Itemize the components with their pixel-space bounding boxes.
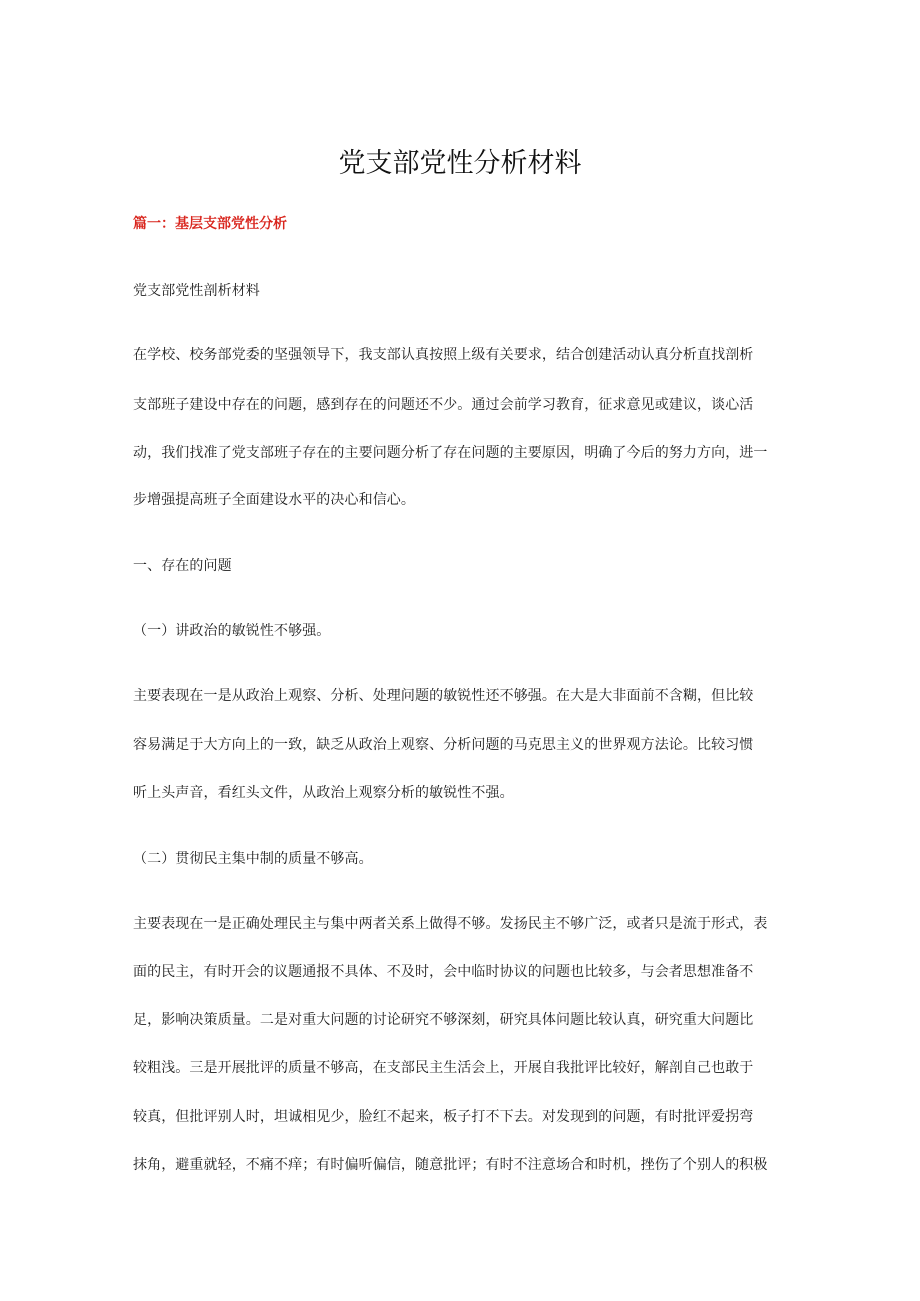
paragraph-line: 主要表现在一是正确处理民主与集中两者关系上做得不够。发扬民主不够广泛，或者只是流于形式，表 <box>133 916 768 932</box>
paragraph-line: 较真，但批评别人时，坦诚相见少，脸红不起来，板子打不下去。对发现到的问题，有时批评爱拐弯 <box>133 1109 754 1125</box>
paragraph-line: 在学校、校务部党委的坚强领导下，我支部认真按照上级有关要求，结合创建活动认真分析直找剖析 <box>133 347 754 363</box>
paragraph-line: 主要表现在一是从政治上观察、分析、处理问题的敏锐性还不够强。在大是大非面前不含糊，但比较 <box>133 688 754 704</box>
paragraph-line: 抹角，避重就轻，不痛不痒；有时偏听偏信，随意批评；有时不注意场合和时机，挫伤了个别人的积极 <box>133 1157 768 1173</box>
subtitle-line: 党支部党性剖析材料 <box>133 283 260 299</box>
paragraph-line: 足，影响决策质量。二是对重大问题的讨论研究不够深刻，研究具体问题比较认真，研究重大问题比 <box>133 1012 754 1028</box>
paragraph-line: 听上头声音，看红头文件，从政治上观察分析的敏锐性不强。 <box>133 785 514 801</box>
paragraph-line: 动，我们找准了党支部班子存在的主要问题分析了存在问题的主要原因，明确了今后的努力方向，进一 <box>133 445 768 461</box>
paragraph-line: 支部班子建设中存在的问题，感到存在的问题还不少。通过会前学习教育，征求意见或建议，谈心活 <box>133 397 754 413</box>
subheading-line: （一）讲政治的敏锐性不够强。 <box>133 623 331 639</box>
subheading-line: （二）贯彻民主集中制的质量不够高。 <box>133 851 373 867</box>
paragraph-line: 较粗浅。三是开展批评的质量不够高，在支部民主生活会上，开展自我批评比较好，解剖自己也敢于 <box>133 1060 754 1076</box>
document-title: 党支部党性分析材料 <box>338 148 582 179</box>
heading-line: 一、存在的问题 <box>133 558 232 574</box>
section-heading: 篇一：基层支部党性分析 <box>133 216 287 232</box>
paragraph-line: 步增强提高班子全面建设水平的决心和信心。 <box>133 492 415 508</box>
paragraph-line: 面的民主，有时开会的议题通报不具体、不及时，会中临时协议的问题也比较多，与会者思想准备不 <box>133 964 754 980</box>
paragraph-line: 容易满足于大方向上的一致，缺乏从政治上观察、分析问题的马克思主义的世界观方法论。比较习惯 <box>133 737 754 753</box>
